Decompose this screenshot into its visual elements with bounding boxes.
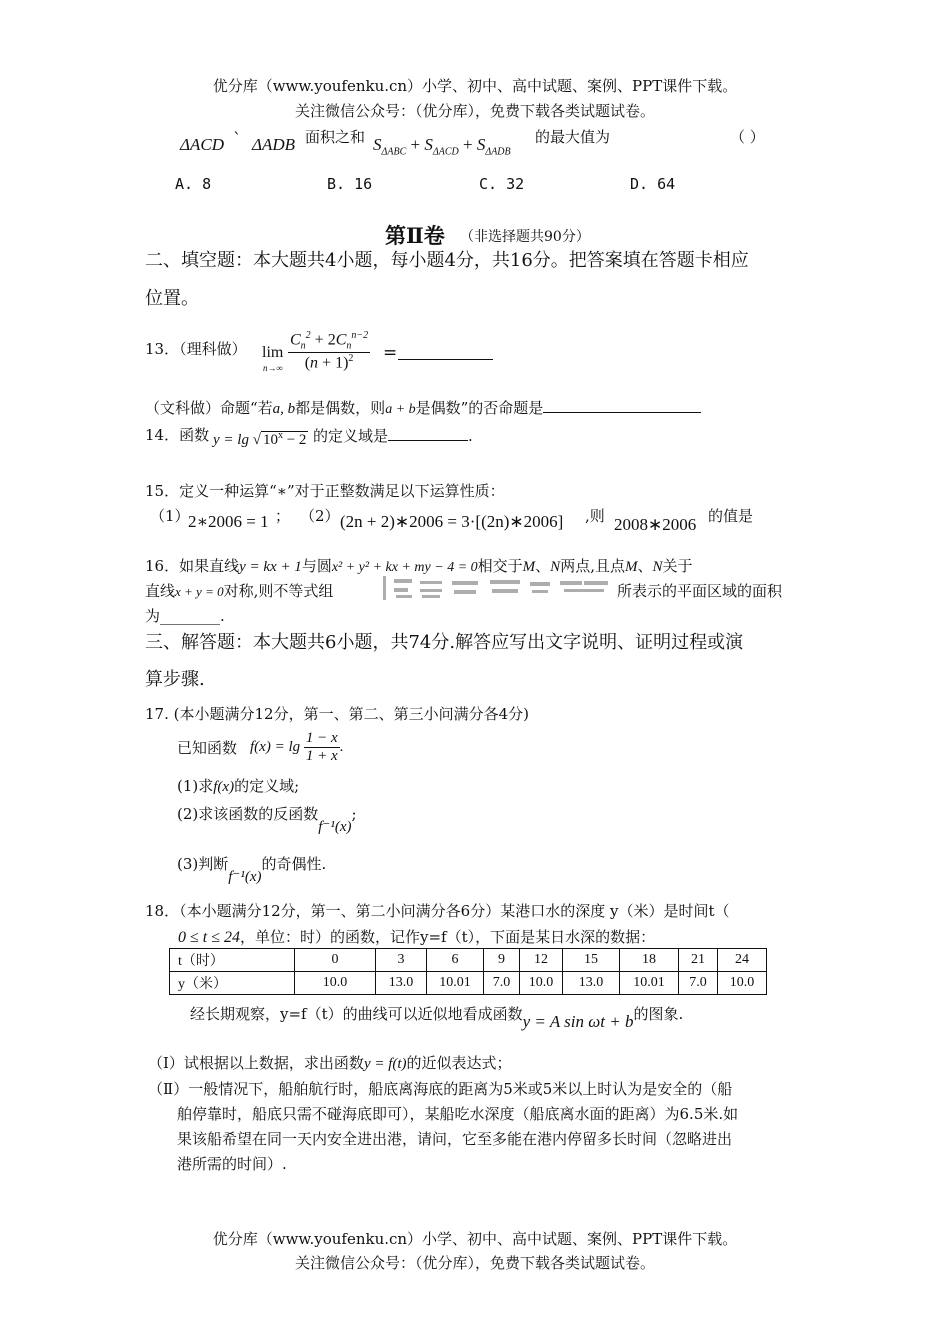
part2-title: 第Ⅱ卷 [385,223,445,248]
footer-line-1: 优分库（www.youfenku.cn）小学、初中、高中试题、案例、PPT课件下载。 [212,1230,738,1248]
table-header-y: y（米） [170,972,295,995]
table-cell: 9 [484,949,520,972]
fill-heading-line-2: 位置。 [145,288,199,309]
q13-lim-sub: n→∞ [263,363,283,373]
solve-heading-line-1: 三、解答题：本大题共6小题，共74分.解答应写出文字说明、证明过程或演 [145,632,744,653]
table-row [170,972,767,995]
header-line-2: 关注微信公众号：（优分库），免费下载各类试题试卷。 [294,102,655,120]
q17-given: 已知函数 [177,739,238,757]
q15-line-1: 15．定义一种运算“∗”对于正整数满足以下运算性质： [145,482,505,500]
table-cell: 10.0 [718,972,767,995]
part2-subtitle: （非选择题共90分） [460,229,590,245]
q17-function: f(x) = lg $\frac{1 - x}{1 + x}$ . [250,730,344,764]
q18-part-2-line-1: （Ⅱ）一般情况下，船舶航行时，船底离海底的距离为5米或5米以上时认为是安全的（船 [148,1080,733,1098]
q15-semicolon: ； [275,507,291,525]
table-cell: 7.0 [679,972,718,995]
table-cell: 13.0 [563,972,620,995]
q13-fraction: $\frac{C_n^2 + 2C_n^{n-2}}{(n + 1)^2}$ [290,330,369,371]
q15-tail: 的值是 [708,507,754,525]
q15-prop-1: 2∗2006 = 1 [188,512,269,531]
table-cell: 21 [679,949,718,972]
table-cell: 7.0 [484,972,520,995]
q12-answer-paren: （ ） [730,128,765,146]
q18-part-2-line-3: 果该船希望在同一天内安全进出港，请问，它至多能在港内停留多长时间（忽略进出 [177,1130,733,1148]
table-cell: 10.0 [520,972,563,995]
table-cell: 15 [563,949,620,972]
footer-line-2: 关注微信公众号：（优分库），免费下载各类试题试卷。 [294,1254,655,1272]
table-row [170,949,767,972]
table-cell: 0 [295,949,376,972]
solve-heading-line-2: 算步骤. [145,669,205,690]
q12-option-c: C. 32 [479,175,525,193]
q18-observe: 经长期观察，y=f（t）的曲线可以近似地看成函数y = A sin ωt + b的图象. [190,1005,684,1031]
q18-part-1: （Ⅰ）试根据以上数据，求出函数y = f(t)的近似表达式； [148,1054,512,1072]
table-cell: 18 [620,949,679,972]
q16-line-2-c: 所表示的平面区域的面积 [617,582,783,600]
q18-part-2-line-2: 舶停靠时，船底只需不碰海底即可），某船吃水深度（船底离水面的距离）为6.5米.如 [177,1105,739,1123]
q15-prop-2: (2n + 2)∗2006 = 3·[(2n)∗2006] [340,512,564,531]
q18-line-2: 0 ≤ t ≤ 24，单位：时）的函数，记作y=f（t），下面是某日水深的数据： [178,928,656,946]
q17-intro: 17. (本小题满分12分，第一、第二、第三小问满分各4分) [145,705,529,723]
q12-separator: ` [233,130,242,150]
q16-line-3: 为________. [145,607,225,625]
table-header-t: t（时） [170,949,295,972]
q17-sub-2: (2)求该函数的反函数f⁻¹(x); [177,805,357,835]
q15-prop-1-label: （1） [150,507,190,525]
fill-heading-line-1: 二、填空题：本大题共4小题，每小题4分，共16分。把答案填在答题卡相应 [145,250,749,271]
q15-then: ,则 [585,507,605,525]
q15-target: 2008∗2006 [614,515,697,534]
table-cell: 24 [718,949,767,972]
table-cell: 12 [520,949,563,972]
q13-equals: = [383,343,398,363]
table-cell: 3 [376,949,427,972]
q16-line-1: 16．如果直线y = kx + 1与圆x² + y² + kx + my − 4 = 0相交于M、N两点,且点M、N关于 [145,557,693,575]
q12-text-area-sum: 面积之和 [305,128,366,146]
q12-text-max: 的最大值为 [535,128,611,146]
q14-text: 的定义域是 . [313,424,473,446]
q12-option-d: D. 64 [630,175,676,193]
table-cell: 13.0 [376,972,427,995]
q13-wen-line: （文科做）命题“若a, b都是偶数，则a + b是偶数”的否命题是 [145,396,701,418]
q16-inequality-system-image [380,573,612,603]
q13-answer-blank [398,343,493,364]
table-cell: 6 [427,949,484,972]
q12-triangle-adb: ΔADB [252,135,296,154]
q18-line-1: 18．（本小题满分12分，第一、第二小问满分各6分）某港口水的深度 y（米）是时间t（ [145,902,730,920]
q15-prop-2-label: （2） [300,507,340,525]
q14-label: 14．函数 [145,426,210,444]
q18-part-2-line-4: 港所需的时间）. [177,1155,287,1173]
q12-triangle-acd: ΔACD [180,135,224,154]
q12-area-formula: $S_{\Delta ABC} + S_{\Delta ACD} + S_{\Delta ADB}$ [373,135,511,158]
q13-label: 13．（理科做） [145,340,247,358]
table-cell: 10.01 [620,972,679,995]
q12-option-b: B. 16 [327,175,373,193]
q13-lim: lim [262,344,284,361]
header-line-1: 优分库（www.youfenku.cn）小学、初中、高中试题、案例、PPT课件下载。 [212,77,738,95]
table-cell: 10.0 [295,972,376,995]
q16-line-2-a: 直线x + y = 0对称,则不等式组 [145,582,334,600]
q17-sub-3: (3)判断f⁻¹(x)的奇偶性. [177,855,327,885]
table-cell: 10.01 [427,972,484,995]
q17-sub-1: (1)求f(x)的定义域; [177,777,300,795]
tide-data-table [169,948,767,995]
q12-option-a: A. 8 [175,175,212,193]
q14-formula: y = lg √ $10^x - 2$ [213,430,307,448]
